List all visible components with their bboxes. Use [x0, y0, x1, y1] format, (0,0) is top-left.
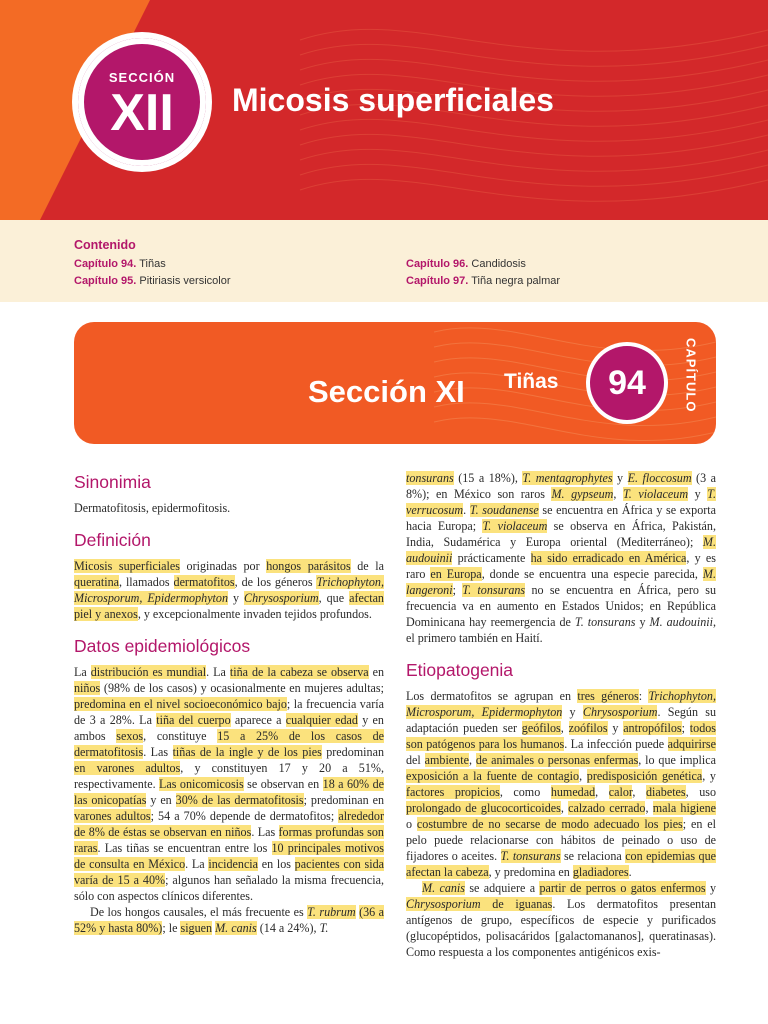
- contents-item[interactable]: [406, 258, 526, 270]
- heading-datos-epidemiologicos: Datos epidemiológicos: [74, 636, 251, 656]
- paragraph-etiopatogenia-2: M. canis se adquiere a partir de perros o gatos enfermos y Chrysosporium de iguanas. Los dermatofitos presentan antígenos de grupo, específicos de especie y purificados (glucopéptidos, polisacáridos [galactomananos], queratinasas). Como respuesta a los componentes antigénicos exis-: [406, 881, 717, 959]
- paragraph-epidemiologia: La distribución es mundial. La tiña de la cabeza se observa en niños (98% de los casos) y ocasionalmente en mujeres adultas; predomina en el nivel socioeconómico bajo; la frecuencia varía de 3 a 28%. La tiña del cuerpo aparece a cualquier edad y en ambos sexos, constituye 15 a 25% de los casos de dermatofitosis. Las tiñas de la ingle y de los pies predominan en varones adultos, y constituyen 17 y 20 a 51%, respectivamente. Las onicomicosis se observan en 18 a 60% de las onicopatías y en 30% de las dermatofitosis; predominan en varones adultos; 54 a 70% depende de dermatofitos; alrededor de 8% de éstas se observan en niños. Las formas profundas son raras. Las tiñas se encuentran entre los 10 principales motivos de consulta en México. La incidencia en los pacientes con sida varía de 15 a 40%; algunos han señalado la misma frecuencia, sólo con aspectos clínicos diferentes.: [74, 665, 384, 903]
- heading-etiopatogenia: Etiopatogenia: [406, 660, 514, 680]
- chapter-header-bar: [74, 322, 716, 444]
- contents-heading: Contenido: [74, 238, 136, 252]
- chapter-ref-title: Tiña negra palmar: [471, 275, 561, 287]
- left-column: [74, 458, 384, 936]
- chapter-ref-title: Candidosis: [471, 258, 526, 270]
- paragraph-epidemiologia-continued: tonsurans (15 a 18%), T. mentagrophytes y E. floccosum (3 a 8%); en México son raros M. gypseum, T. violaceum y T. verrucosum. T. soudanense se encuentra en África y se exporta hacia Europa; T. violaceum se observa en África, Pakistán, India, Sudamérica y Europa oriental (Mediterráneo); M. audouinii prácticamente ha sido erradicado en América, y es raro en Europa, donde se encuentra una especie parecida, M. langeroni; T. tonsurans no se encuentra en África, pero su frecuencia va en aumento en Estados Unidos; en República Dominicana hay reemergencia de T. tonsurans y M. audouinii, el primero también en Haití.: [406, 471, 717, 645]
- section-banner: [0, 0, 768, 220]
- chapter-title: Tiñas: [504, 370, 559, 393]
- chapter-ref-title: Pitiriasis versicolor: [139, 275, 231, 287]
- section-number: XII: [110, 83, 174, 142]
- chapter-ref: Capítulo 94.: [74, 258, 137, 270]
- heading-definicion: Definición: [74, 530, 151, 550]
- chapter-number-badge: 94: [590, 346, 664, 420]
- paragraph-definicion: Micosis superficiales originadas por hongos parásitos de la queratina, llamados dermatofitos, de los géneros Trichophyton, Microsporum, Epidermophyton y Chrysosporium, que afectan piel y anexos, y excepcionalmente invaden tejidos profundos.: [74, 559, 384, 621]
- section-title: Micosis superficiales: [232, 82, 554, 118]
- chapter-ref: Capítulo 97.: [406, 275, 469, 287]
- paragraph-sinonimia: Dermatofitosis, epidermofitosis.: [74, 501, 231, 515]
- chapter-ref-title: Tiñas: [139, 258, 166, 270]
- chapter-vertical-label: CAPÍTULO: [683, 338, 699, 413]
- section-label: SECCIÓN: [108, 69, 176, 85]
- chapter-ref: Capítulo 96.: [406, 258, 469, 270]
- section-number-badge: [78, 38, 206, 166]
- right-column: [406, 470, 716, 960]
- chapter-ref: Capítulo 95.: [74, 275, 137, 287]
- contents-item[interactable]: [74, 258, 166, 270]
- paragraph-etiopatogenia: Los dermatofitos se agrupan en tres géneros: Trichophyton, Microsporum, Epidermophyton y Chrysosporium. Según su adaptación pueden ser geófilos, zoófilos y antropófilos; todos son patógenos para los humanos. La infección puede adquirirse del ambiente, de animales o personas enfermas, lo que implica exposición a la fuente de contagio, predisposición genética, y factores propicios, como humedad, calor, diabetes, uso prolongado de glucocorticoides, calzado cerrado, mala higiene o costumbre de no secarse de modo adecuado los pies; en el pelo puede relacionarse con hábitos de peinado o uso de fijadores o aceites. T. tonsurans se relaciona con epidemias que afectan la cabeza, y predomina en gladiadores.: [406, 689, 717, 879]
- heading-sinonimia: Sinonimia: [74, 472, 151, 492]
- chapter-section-title: Sección XI: [308, 374, 465, 409]
- contents-item[interactable]: [406, 275, 560, 287]
- contents-box: [0, 220, 768, 302]
- paragraph-epidemiologia-2: De los hongos causales, el más frecuente es T. rubrum (36 a 52% y hasta 80%); le siguen M. canis (14 a 24%), T.: [74, 905, 384, 935]
- contents-item[interactable]: [74, 275, 230, 287]
